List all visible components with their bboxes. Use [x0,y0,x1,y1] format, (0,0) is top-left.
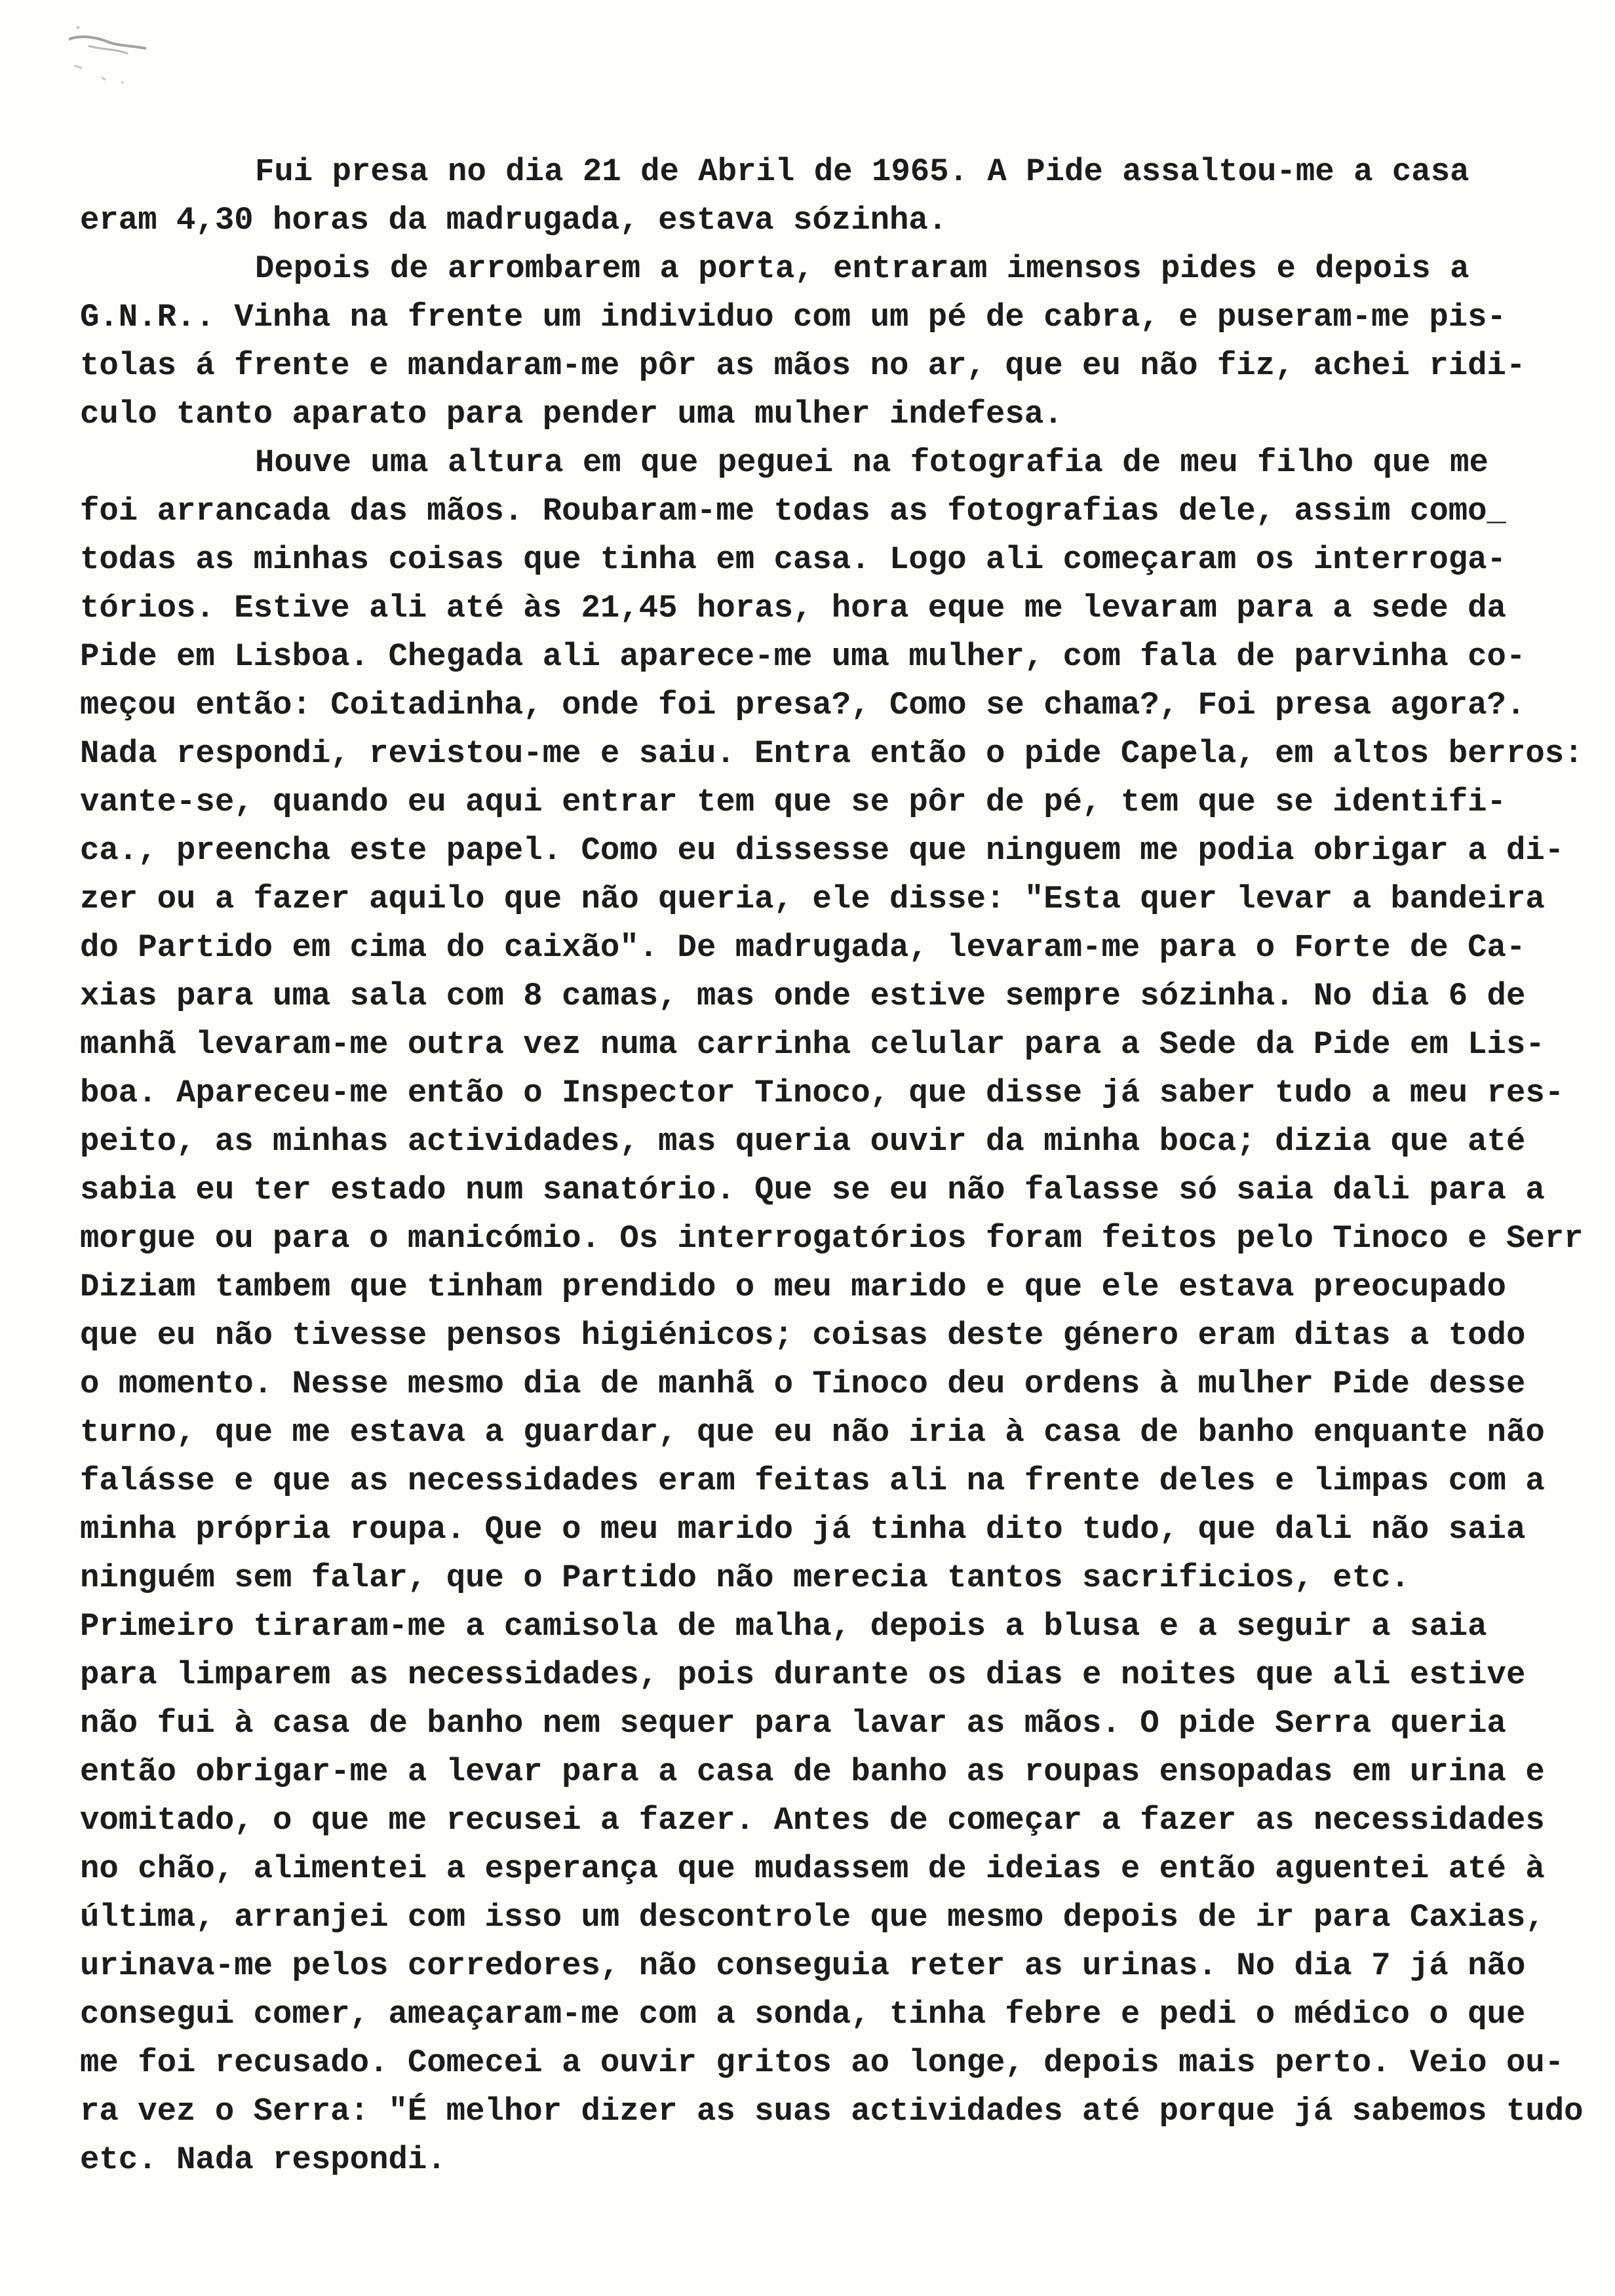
paragraph [80,147,1607,244]
text-line: ca., preencha este papel. Como eu dissesse que ninguem me podia obrigar a di- [80,832,1565,869]
text-line: consegui comer, ameaçaram-me com a sonda, tinha febre e pedi o médico o que [80,1996,1526,2033]
text-line: última, arranjei com isso um descontrole que mesmo depois de ir para Caxias, [80,1899,1545,1936]
text-line: Depois de arrombarem a porta, entraram imensos pides e depois a [255,250,1469,287]
text-line: meçou então: Coitadinha, onde foi presa?, Como se chama?, Foi presa agora?. [80,687,1526,723]
text-line: peito, as minhas actividades, mas queria ouvir da minha boca; dizia que até [80,1123,1526,1160]
text-line: todas as minhas coisas que tinha em casa. Logo ali começaram os interroga- [80,541,1506,578]
text-line: G.N.R.. Vinha na frente um individuo com um pé de cabra, e puseram-me pis- [80,299,1506,335]
text-line: que eu não tivesse pensos higiénicos; coisas deste género eram ditas a todo [80,1317,1526,1354]
text-line: boa. Apareceu-me então o Inspector Tinoco, que disse já saber tudo a meu res- [80,1075,1565,1111]
text-line: vante-se, quando eu aqui entrar tem que se pôr de pé, tem que se identifi- [80,784,1506,820]
text-line: não fui à casa de banho nem sequer para lavar as mãos. O pide Serra queria [80,1705,1506,1742]
text-line: foi arrancada das mãos. Roubaram-me todas as fotografias dele, assim como_ [80,493,1506,529]
text-line: etc. Nada respondi. [80,2141,446,2178]
text-line: tolas á frente e mandaram-me pôr as mãos no ar, que eu não fiz, achei ridi- [80,347,1526,384]
text-line: sabia eu ter estado num sanatório. Que se eu não falasse só saia dali para a [80,1172,1545,1208]
text-line: Pide em Lisboa. Chegada ali aparece-me uma mulher, com fala de parvinha co- [80,638,1526,675]
text-line: culo tanto aparato para pender uma mulher indefesa. [80,396,1063,432]
text-line: tórios. Estive ali até às 21,45 horas, hora eque me levaram para a sede da [80,590,1506,626]
ink-smudge-mark [62,20,161,92]
text-line: Diziam tambem que tinham prendido o meu marido e que ele estava preocupado [80,1269,1506,1305]
text-line: me foi recusado. Comecei a ouvir gritos ao longe, depois mais perto. Veio ou- [80,2044,1565,2081]
text-line: xias para uma sala com 8 camas, mas onde estive sempre sózinha. No dia 6 de [80,978,1526,1014]
text-line: minha própria roupa. Que o meu marido já tinha dito tudo, que dali não saia [80,1511,1526,1548]
text-line: Fui presa no dia 21 de Abril de 1965. A Pide assaltou-me a casa [255,153,1469,190]
text-line: então obrigar-me a levar para a casa de banho as roupas ensopadas em urina e [80,1753,1545,1790]
text-line: Houve uma altura em que peguei na fotografia de meu filho que me [255,444,1489,481]
text-line: Nada respondi, revistou-me e saiu. Entra então o pide Capela, em altos berros: [80,735,1584,772]
typewritten-text [80,147,1607,2184]
text-line: morgue ou para o manicómio. Os interrogatórios foram feitos pelo Tinoco e Serr [80,1220,1584,1257]
text-line: para limparem as necessidades, pois durante os dias e noites que ali estive [80,1656,1526,1693]
text-line: no chão, alimentei a esperança que mudassem de ideias e então aguentei até à [80,1850,1545,1887]
text-line: zer ou a fazer aquilo que não queria, ele disse: "Esta quer levar a bandeira [80,881,1545,917]
text-line: Primeiro tiraram-me a camisola de malha, depois a blusa e a seguir a saia [80,1608,1487,1645]
paragraph [80,438,1607,2184]
text-line: ninguém sem falar, que o Partido não merecia tantos sacrificios, etc. [80,1559,1410,1596]
text-line: do Partido em cima do caixão". De madrugada, levaram-me para o Forte de Ca- [80,929,1526,966]
text-line: turno, que me estava a guardar, que eu não iria à casa de banho enquante não [80,1414,1545,1451]
text-line: urinava-me pelos corredores, não conseguia reter as urinas. No dia 7 já não [80,1947,1526,1984]
text-line: manhã levaram-me outra vez numa carrinha celular para a Sede da Pide em Lis- [80,1026,1545,1063]
text-line: vomitado, o que me recusei a fazer. Antes de começar a fazer as necessidades [80,1802,1545,1839]
paragraph [80,244,1607,438]
text-line: ra vez o Serra: "É melhor dizer as suas actividades até porque já sabemos tudo [80,2093,1584,2130]
text-line: o momento. Nesse mesmo dia de manhã o Tinoco deu ordens à mulher Pide desse [80,1366,1526,1402]
text-line: eram 4,30 horas da madrugada, estava sózinha. [80,202,948,239]
text-line: falásse e que as necessidades eram feitas ali na frente deles e limpas com a [80,1463,1545,1499]
